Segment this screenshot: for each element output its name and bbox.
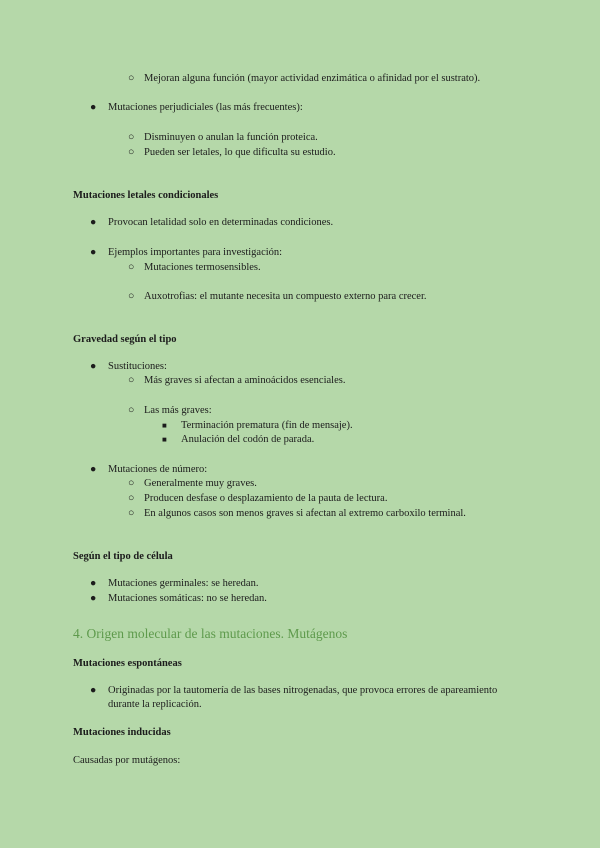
list-item: Disminuyen o anulan la función proteica. (144, 132, 318, 143)
disc-bullet: ● (90, 578, 97, 589)
list-item: Generalmente muy graves. (144, 478, 257, 489)
section-title: 4. Origen molecular de las mutaciones. Mutágenos (73, 626, 348, 641)
list-item: Auxotrofias: el mutante necesita un compuesto externo para crecer. (144, 291, 427, 302)
section-heading: Mutaciones inducidas (73, 727, 171, 738)
list-item: Mutaciones perjudiciales (las más frecuentes): (108, 102, 303, 113)
list-item: En algunos casos son menos graves si afectan al extremo carboxilo terminal. (144, 508, 466, 519)
disc-bullet: ● (90, 217, 97, 228)
list-item: Provocan letalidad solo en determinadas condiciones. (108, 217, 334, 228)
list-item: Mutaciones somáticas: no se heredan. (108, 593, 267, 604)
list-item: Mejoran alguna función (mayor actividad enzimática o afinidad por el sustrato). (144, 73, 481, 84)
circle-bullet: ○ (128, 147, 135, 158)
list-item: Terminación prematura (fin de mensaje). (181, 420, 353, 431)
square-bullet: ■ (162, 421, 167, 430)
circle-bullet: ○ (128, 132, 135, 143)
section-heading: Gravedad según el tipo (73, 334, 177, 345)
disc-bullet: ● (90, 685, 97, 696)
circle-bullet: ○ (128, 291, 135, 302)
section-heading: Según el tipo de célula (73, 551, 173, 562)
list-item: Sustituciones: (108, 361, 167, 372)
list-item: Mutaciones de número: (108, 464, 208, 475)
list-item: Anulación del codón de parada. (181, 434, 315, 445)
disc-bullet: ● (90, 361, 97, 372)
circle-bullet: ○ (128, 262, 135, 273)
list-item: Más graves si afectan a aminoácidos esenciales. (144, 375, 346, 386)
circle-bullet: ○ (128, 73, 135, 84)
circle-bullet: ○ (128, 493, 135, 504)
list-item: Mutaciones germinales: se heredan. (108, 578, 259, 589)
square-bullet: ■ (162, 435, 167, 444)
disc-bullet: ● (90, 102, 97, 113)
list-item: Las más graves: (144, 405, 212, 416)
disc-bullet: ● (90, 247, 97, 258)
section-heading: Mutaciones espontáneas (73, 658, 182, 669)
list-item-continuation: durante la replicación. (108, 699, 202, 710)
section-heading: Mutaciones letales condicionales (73, 190, 219, 201)
list-item: Mutaciones termosensibles. (144, 262, 261, 273)
circle-bullet: ○ (128, 478, 135, 489)
disc-bullet: ● (90, 593, 97, 604)
disc-bullet: ● (90, 464, 97, 475)
circle-bullet: ○ (128, 508, 135, 519)
circle-bullet: ○ (128, 405, 135, 416)
list-item: Pueden ser letales, lo que dificulta su estudio. (144, 147, 336, 158)
list-item: Producen desfase o desplazamiento de la pauta de lectura. (144, 493, 388, 504)
list-item: Originadas por la tautomería de las bases nitrogenadas, que provoca errores de apareamiento (108, 685, 498, 696)
list-item: Ejemplos importantes para investigación: (108, 247, 283, 258)
paragraph: Causadas por mutágenos: (73, 755, 181, 766)
circle-bullet: ○ (128, 375, 135, 386)
